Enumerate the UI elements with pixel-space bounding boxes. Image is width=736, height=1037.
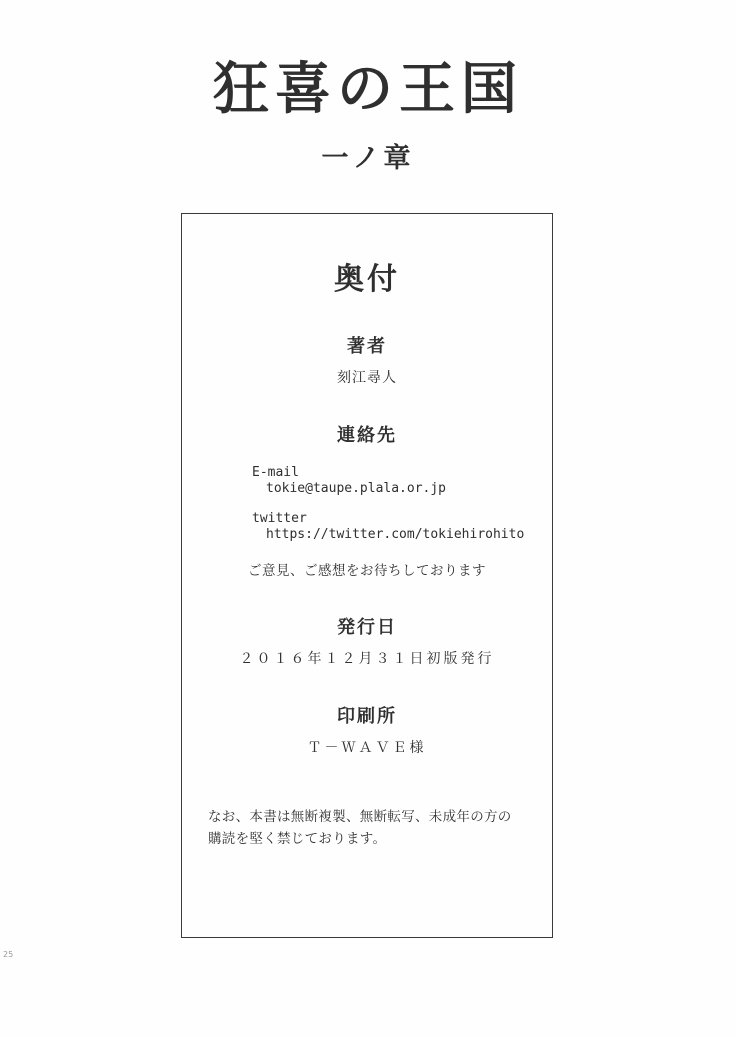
page-title: 狂喜の王国 — [213, 57, 523, 122]
email-label: E-mail — [252, 465, 299, 480]
author-value: 刻江尋人 — [337, 370, 397, 386]
contact-section — [208, 421, 526, 579]
publish-date-value: ２０１６年１２月３１日初版発行 — [239, 651, 495, 667]
author-section — [208, 332, 526, 387]
email-value[interactable]: tokie@taupe.plala.or.jp — [266, 481, 447, 497]
contact-list — [208, 465, 526, 543]
colophon-box — [181, 213, 553, 938]
colophon-heading: 奥付 — [334, 262, 400, 297]
title-block — [0, 58, 736, 175]
author-label: 著者 — [347, 336, 387, 357]
printer-value: Ｔ－ＷＡＶＥ様 — [307, 740, 427, 756]
publish-date-section — [208, 613, 526, 668]
contact-label: 連絡先 — [337, 425, 397, 446]
contact-item-email — [252, 465, 526, 498]
notice-line-2: 購読を堅く禁じております。 — [208, 831, 387, 848]
printer-label: 印刷所 — [337, 706, 397, 727]
copyright-notice — [208, 806, 526, 851]
twitter-value[interactable]: https://twitter.com/tokiehirohito — [266, 526, 525, 542]
printer-section — [208, 702, 526, 757]
contact-note: ご意見、ご感想をお待ちしております — [248, 563, 486, 579]
colophon-content — [182, 214, 552, 757]
page-marker: 25 — [3, 949, 14, 959]
contact-item-twitter — [252, 511, 526, 544]
publish-date-label: 発行日 — [337, 617, 397, 638]
twitter-label: twitter — [252, 510, 307, 526]
notice-line-1: なお、本書は無断複製、無断転写、未成年の方の — [208, 809, 512, 825]
page-subtitle: 一ノ章 — [321, 143, 415, 175]
